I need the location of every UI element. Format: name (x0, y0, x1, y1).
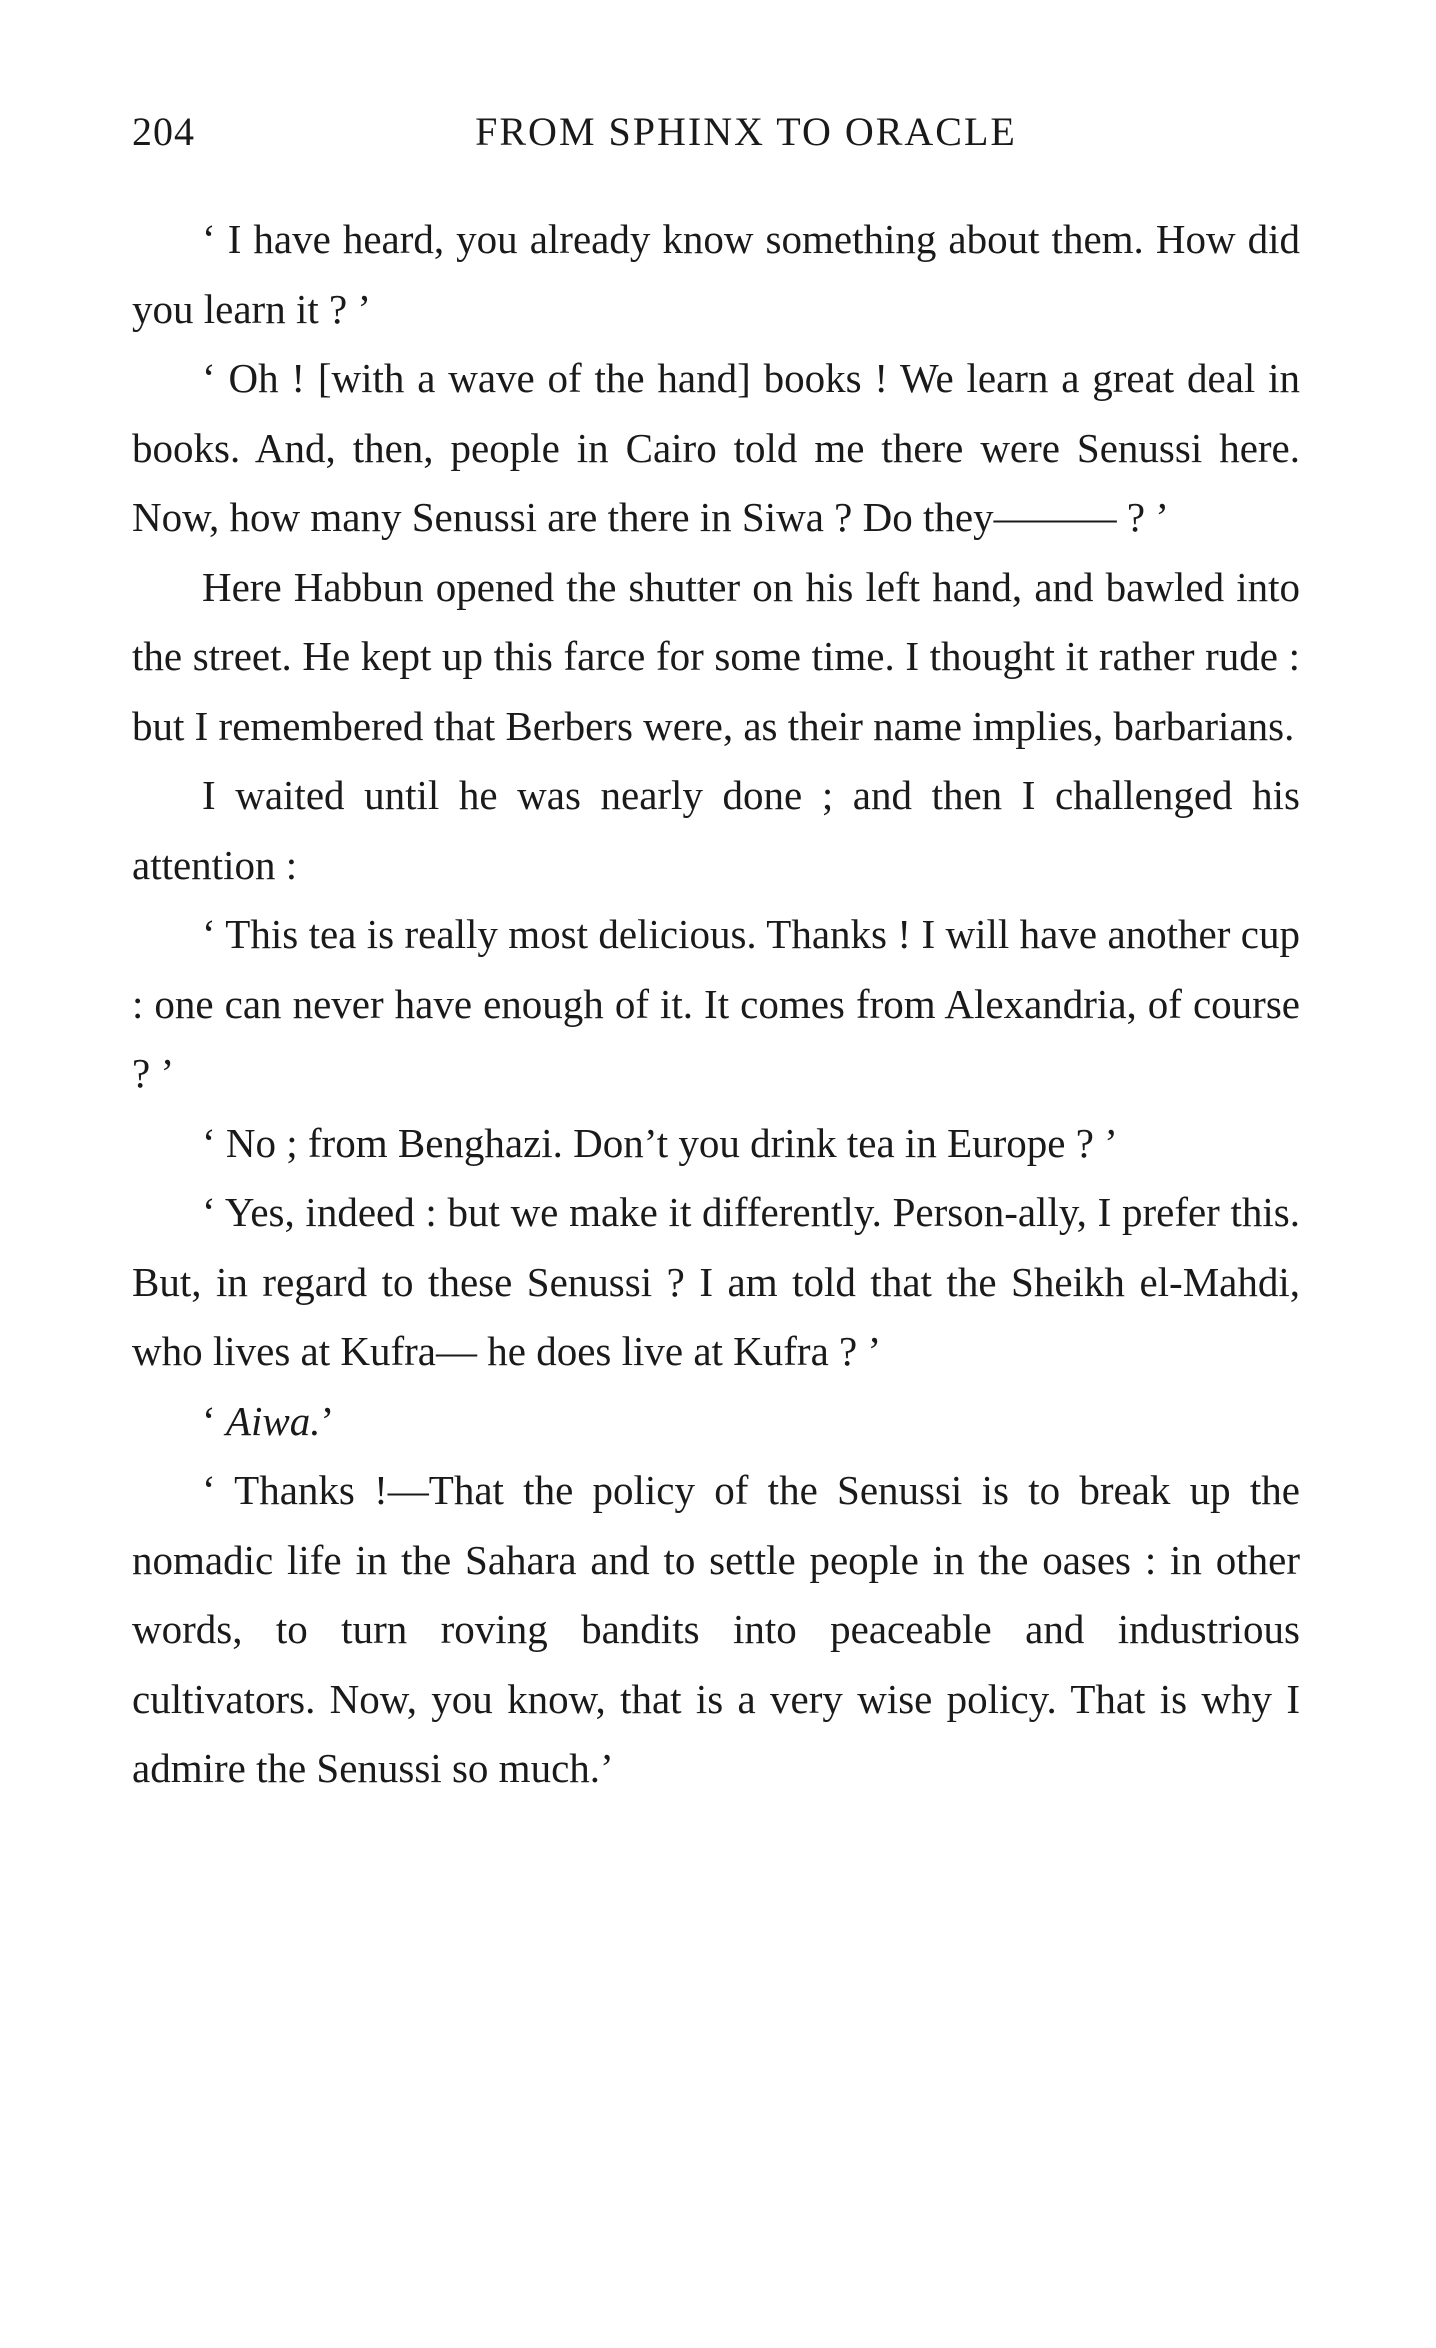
paragraph: ‘ Oh ! [with a wave of the hand] books ! We learn a great deal in books. And, then, people in Cairo told me there were Senussi here. Now, how many Senussi are there in Siwa ? Do they——— ? ’ (132, 355, 1300, 540)
paragraph: I waited until he was nearly done ; and then I challenged his attention : (132, 772, 1300, 888)
paragraph: Here Habbun opened the shutter on his left hand, and bawled into the street. He kept up this farce for some time. I thought it rather rude : but I remembered that Berbers were, as their name implies, barbarians. (132, 563, 1300, 749)
page-number: 204 (132, 109, 195, 154)
paragraph: ‘ This tea is really most delicious. Thanks ! I will have another cup : one can never have enough of it. It comes from Alexandria, of course ? ’ (132, 911, 1300, 1096)
paragraph: ‘ Yes, indeed : but we make it differently. Person-ally, I prefer this. But, in regard to these Senussi ? I am told that the Sheikh el-Mahdi, who lives at Kufra— he does live at Kufra ? ’ (132, 1189, 1300, 1374)
paragraph-aiwa (132, 1387, 1300, 1457)
running-title: FROM SPHINX TO ORACLE (475, 109, 1017, 154)
running-head (132, 108, 1300, 158)
paragraph: ‘ Thanks !—That the policy of the Senussi is to break up the nomadic life in the Sahara and to settle people in the oases : in other words, to turn roving bandits into peaceable and industrious cultivators. Now, you know, that is a very wise policy. That is why I admire the Senussi so much.’ (132, 1467, 1300, 1791)
italic-word: Aiwa. (225, 1397, 321, 1444)
text-body (132, 205, 1300, 1804)
quote-close: ’ (320, 1397, 335, 1444)
paragraph: ‘ No ; from Benghazi. Don’t you drink tea in Europe ? ’ (202, 1119, 1118, 1166)
paragraph: ‘ I have heard, you already know something about them. How did you learn it ? ’ (132, 216, 1300, 332)
quote-open: ‘ (202, 1397, 226, 1444)
